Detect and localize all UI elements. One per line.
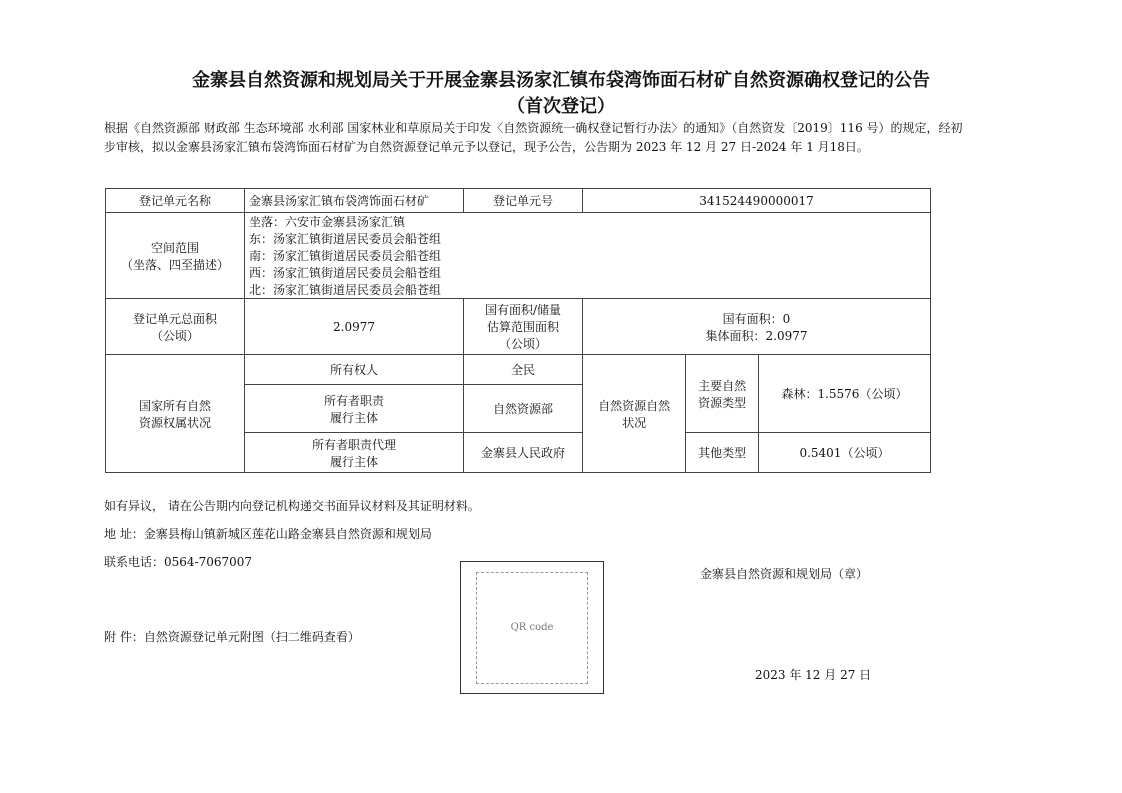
state-area-label-1: 国有面积/储量 bbox=[484, 303, 562, 317]
cell-unit-name-label: 登记单元名称 bbox=[106, 189, 245, 213]
document-subtitle: （首次登记） bbox=[507, 96, 615, 117]
attachment-text: 附 件：自然资源登记单元附图（扫二维码查看） bbox=[104, 630, 360, 644]
document-title: 金寨县自然资源和规划局关于开展金寨县汤家汇镇布袋湾饰面石材矿自然资源确权登记的公告 bbox=[192, 70, 930, 91]
cell-unit-name: 金寨县汤家汇镇布袋湾饰面石材矿 bbox=[245, 189, 464, 213]
area-label-1: 登记单元总面积 bbox=[132, 311, 217, 326]
qr-placeholder: QR code bbox=[476, 572, 588, 684]
natural-status-1: 自然资源自然 bbox=[598, 398, 671, 413]
area-label-2: （公顷） bbox=[150, 328, 199, 343]
main-type-label-2: 资源类型 bbox=[698, 395, 747, 410]
cell-agent: 金寨县人民政府 bbox=[464, 433, 583, 473]
scope-line: 北：汤家汇镇街道居民委员会船苍组 bbox=[249, 283, 442, 297]
cell-scope bbox=[245, 213, 931, 299]
scope-line: 西：汤家汇镇街道居民委员会船苍组 bbox=[249, 266, 442, 280]
registration-table bbox=[105, 188, 931, 473]
state-area-2: 集体面积：2.0977 bbox=[705, 328, 808, 343]
scope-label-1: 空间范围 bbox=[150, 240, 199, 255]
cell-state-area bbox=[583, 299, 931, 355]
cell-other: 0.5401（公顷） bbox=[758, 433, 930, 473]
cell-main-type-label bbox=[686, 355, 759, 433]
issuing-authority: 金寨县自然资源和规划局（章） bbox=[700, 567, 869, 581]
duty-label-2: 履行主体 bbox=[329, 410, 378, 425]
cell-scope-label bbox=[106, 213, 245, 299]
agent-label-2: 履行主体 bbox=[329, 454, 378, 469]
state-area-label-2: 估算范围面积 bbox=[486, 320, 559, 334]
body-paragraph: 根据《自然资源部 财政部 生态环境部 水利部 国家林业和草原局关于印发〈自然资源统一确权登记暂行办法〉的通知》（自然资发〔2019〕116 号）的规定，经初步审核，拟以金寨县汤家汇镇布袋湾饰面石材矿为自然资源登记单元予以登记，现予公告，公告期为 2023 年 12 月 27 日-2024 年 1 月18日。 bbox=[104, 121, 963, 154]
cell-ownership-group bbox=[106, 355, 245, 473]
qr-code[interactable] bbox=[460, 561, 604, 694]
scope-line: 南：汤家汇镇街道居民委员会船苍组 bbox=[249, 249, 442, 263]
cell-unit-no: 341524490000017 bbox=[583, 189, 931, 213]
cell-area-label bbox=[106, 299, 245, 355]
cell-owner-label: 所有权人 bbox=[245, 355, 464, 385]
state-area-label-3: （公顷） bbox=[498, 337, 547, 351]
cell-duty-label bbox=[245, 385, 464, 433]
scope-label-2: （坐落、四至描述） bbox=[120, 257, 229, 272]
address-text: 地 址：金寨县梅山镇新城区莲花山路金寨县自然资源和规划局 bbox=[104, 527, 432, 541]
cell-other-label: 其他类型 bbox=[686, 433, 759, 473]
state-area-1: 国有面积：0 bbox=[722, 311, 791, 326]
phone-text: 联系电话：0564-7067007 bbox=[104, 555, 253, 569]
duty-label-1: 所有者职责 bbox=[323, 393, 384, 408]
ownership-group-2: 资源权属状况 bbox=[138, 415, 211, 430]
scope-line: 坐落：六安市金寨县汤家汇镇 bbox=[249, 215, 406, 229]
agent-label-1: 所有者职责代理 bbox=[311, 437, 396, 452]
cell-area: 2.0977 bbox=[245, 299, 464, 355]
cell-main-type: 森林：1.5576（公顷） bbox=[758, 355, 930, 433]
cell-agent-label bbox=[245, 433, 464, 473]
cell-unit-no-label: 登记单元号 bbox=[464, 189, 583, 213]
cell-duty: 自然资源部 bbox=[464, 385, 583, 433]
objection-text: 如有异议， 请在公告期内向登记机构递交书面异议材料及其证明材料。 bbox=[104, 499, 480, 513]
cell-state-area-label bbox=[464, 299, 583, 355]
cell-natural-status bbox=[583, 355, 686, 473]
issue-date: 2023 年 12 月 27 日 bbox=[755, 668, 872, 682]
cell-owner: 全民 bbox=[464, 355, 583, 385]
ownership-group-1: 国家所有自然 bbox=[138, 398, 211, 413]
scope-line: 东：汤家汇镇街道居民委员会船苍组 bbox=[249, 232, 442, 246]
natural-status-2: 状况 bbox=[622, 415, 647, 430]
main-type-label-1: 主要自然 bbox=[698, 378, 747, 393]
